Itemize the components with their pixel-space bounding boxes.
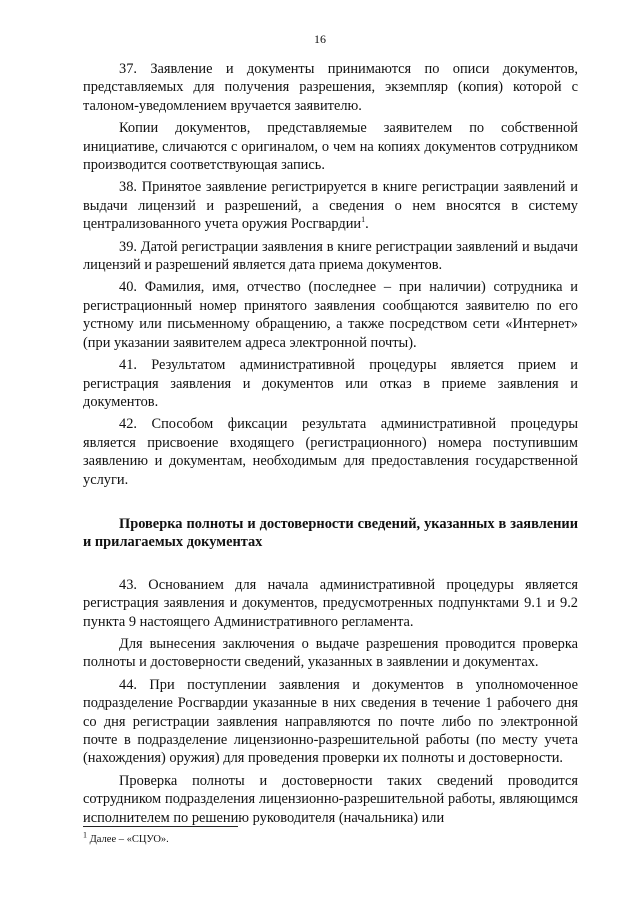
footnote-text: Далее – «СЦУО». [89, 834, 169, 845]
paragraph-41: 41. Результатом административной процедуры является прием и регистрация заявления и документов или отказ в приеме заявления и документов. [83, 357, 578, 410]
paragraph-40: 40. Фамилия, имя, отчество (последнее – при наличии) сотрудника и регистрационный номер принятого заявления сообщаются заявителю по его устному или письменному обращению, а также посредством сети «Интернет» (при указании заявителем адреса электронной почты). [83, 279, 578, 351]
footnote [83, 830, 169, 845]
paragraph-verification: Проверка полноты и достоверности таких сведений проводится сотрудником подразделения лицензионно-разрешительной работы, являющимся исполнителем по решению руководителя (начальника) или [83, 772, 578, 826]
section-heading: Проверка полноты и достоверности сведений, указанных в заявлении и прилагаемых документах [83, 515, 578, 551]
document-body [83, 60, 578, 827]
paragraph-38: 38. Принятое заявление регистрируется в книге регистрации заявлений и выдачи лицензий и разрешений, а сведения о нем вносятся в систему централизованного учета оружия Росгвардии$^1$. [83, 179, 578, 233]
paragraph-43: 43. Основанием для начала административной процедуры является регистрация заявления и документов, предусмотренных подпунктами 9.1 и 9.2 пункта 9 настоящего Административного регламента. [83, 576, 578, 630]
paragraph-44: 44. При поступлении заявления и документов в уполномоченное подразделение Росгвардии указанные в них сведения в течение 1 рабочего дня со дня регистрации заявления направляются по почте либо по электронной почте в подразделение лицензионно-разрешительной работы (по месту учета (нахождения) оружия) для проведения проверки их полноты и достоверности. [83, 676, 578, 767]
paragraph-42: 42. Способом фиксации результата административной процедуры является присвоение входящего (регистрационного) номера поступившим заявлению и документам, необходимым для предоставления государственной услуги. [83, 416, 578, 488]
footnote-reference: 1 [361, 215, 366, 225]
paragraph-39: 39. Датой регистрации заявления в книге регистрации заявлений и выдачи лицензий и разрешений является дата приема документов. [83, 238, 578, 274]
footnote-mark: 1 [83, 830, 87, 840]
paragraph-37: 37. Заявление и документы принимаются по описи документов, представляемых для получения разрешения, экземпляр (копия) которой с талоном-уведомлением вручается заявителю. [83, 61, 578, 114]
paragraph-copies: Копии документов, представляемые заявителем по собственной инициативе, сличаются с оригиналом, о чем на копиях документов сотрудником производится соответствующая запись. [83, 120, 578, 174]
footnote-divider [83, 826, 238, 827]
page-number: 16 [314, 32, 326, 46]
paragraph-38-text: 38. Принятое заявление регистрируется в книге регистрации заявлений и выдачи лицензий и разрешений, а сведения о нем вносятся в систему централизованного учета оружия Росгвардии [83, 179, 578, 233]
paragraph-conclusion: Для вынесения заключения о выдаче разрешения проводится проверка полноты и достоверности сведений, указанных в заявлении и документах. [83, 635, 578, 671]
